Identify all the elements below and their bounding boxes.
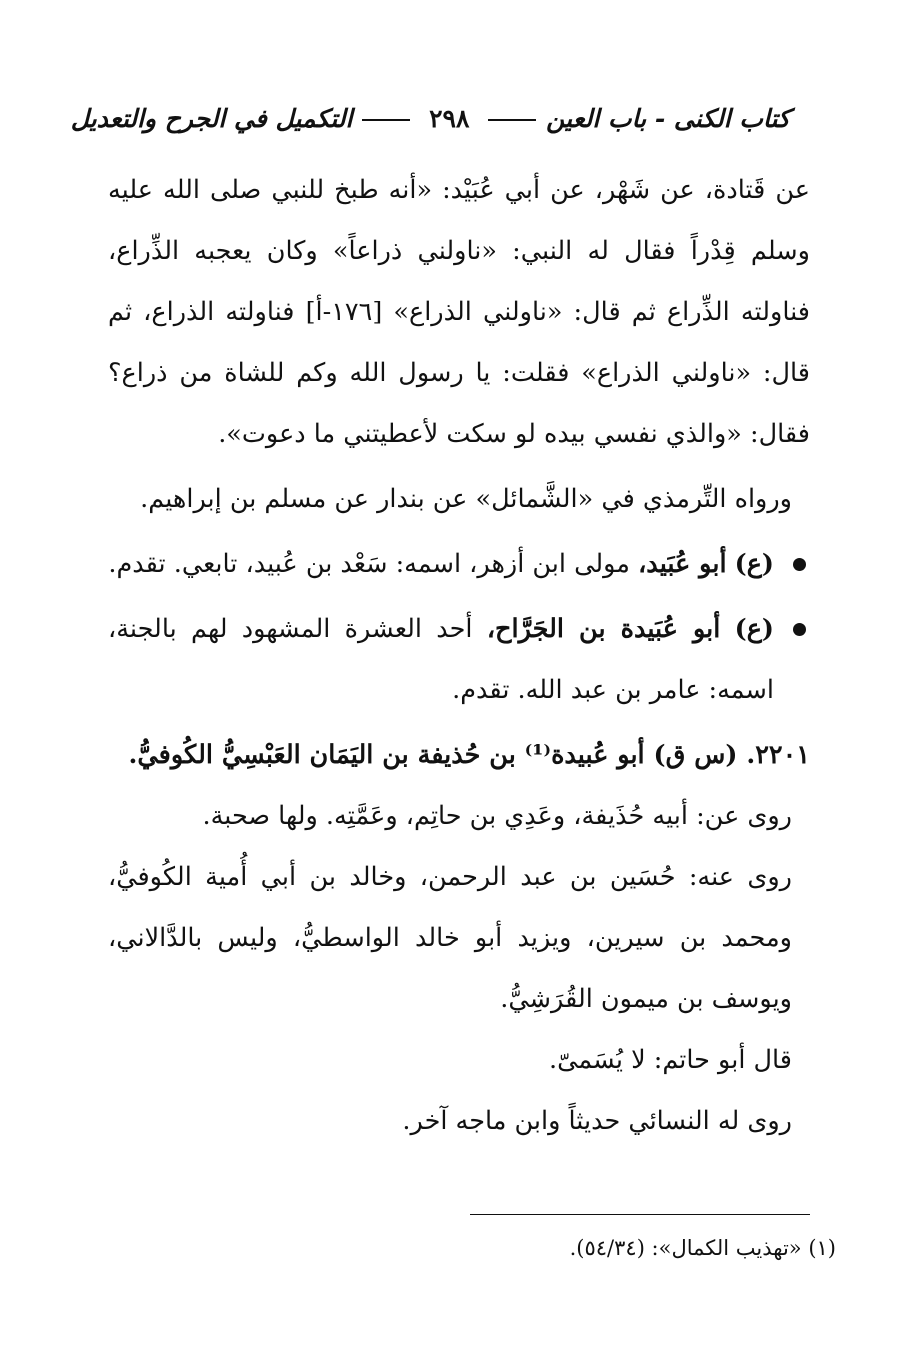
bullet-icon bbox=[793, 558, 806, 571]
entry-heading-2201: ٢٢٠١. (س ق) أبو عُبيدة⁽¹⁾ بن حُذيفة بن اليَمَان العَبْسِيُّ الكُوفيُّ. bbox=[128, 740, 810, 770]
entry-text: أحد العشرة المشهود لهم بالجنة، اسمه: عامر بن عبد الله. تقدم. bbox=[108, 614, 774, 705]
header-dash-left bbox=[362, 119, 410, 121]
header-book-title: التكميل في الجرح والتعديل bbox=[70, 103, 353, 133]
running-header bbox=[70, 96, 790, 140]
header-dash-right bbox=[488, 119, 536, 121]
footnote: (١) «تهذيب الكمال»: (٥٤/٣٤). bbox=[569, 1236, 836, 1260]
entry-name: أبو عُبَيد، bbox=[638, 549, 727, 579]
abu-hatim-paragraph: قال أبو حاتم: لا يُسَمىّ. bbox=[549, 1045, 792, 1075]
footnote-divider bbox=[470, 1214, 810, 1215]
entry-text: مولى ابن أزهر، اسمه: سَعْد بن عُبيد، تابعي. تقدم. bbox=[108, 549, 630, 579]
entry-mark: (ع) bbox=[734, 549, 774, 579]
entry-mark: (ع) bbox=[734, 614, 775, 644]
tirmidhi-paragraph: ورواه التِّرمذي في «الشَّمائل» عن بندار عن مسلم بن إبراهيم. bbox=[140, 484, 792, 514]
header-section-title: كتاب الكنى - باب العين bbox=[546, 103, 790, 133]
page-number: ٢٩٨ bbox=[429, 103, 470, 133]
riwaya-paragraph: روى له النسائي حديثاً وابن ماجه آخر. bbox=[402, 1106, 792, 1136]
rawa-anhu-paragraph: روى عنه: حُسَين بن عبد الرحمن، وخالد بن أبي أُمية الكُوفيُّ، ومحمد بن سيرين، ويزيد أبو خالد الواسطيُّ، وليس بالدَّالاني، ويوسف بن ميمون القُرَشِيُّ. bbox=[108, 862, 792, 1014]
entry-name: أبو عُبَيدة بن الجَرَّاح، bbox=[486, 614, 721, 644]
page-body bbox=[108, 160, 810, 1152]
header-center bbox=[352, 104, 546, 133]
entry-abu-ubayd bbox=[108, 534, 810, 595]
rawa-an-paragraph: روى عن: أبيه حُذَيفة، وعَدِي بن حاتِم، وعَمَّتِه. ولها صحبة. bbox=[202, 801, 792, 831]
bullet-icon bbox=[793, 623, 806, 636]
entry-abu-ubayda-jarrah bbox=[108, 599, 810, 721]
hadith-paragraph: عن قَتادة، عن شَهْر، عن أبي عُبَيْد: «أنه طبخ للنبي صلى الله عليه وسلم قِدْراً فقال له النبي: «ناولني ذراعاً» وكان يعجبه الذِّراع، فناولته الذِّراع ثم قال: «ناولني الذراع» [١٧٦-أ] فناولته الذراع، ثم قال: «ناولني الذراع» فقلت: يا رسول الله وكم للشاة من ذراع؟ فقال: «والذي نفسي بيده لو سكت لأعطيتني ما دعوت». bbox=[108, 175, 810, 449]
